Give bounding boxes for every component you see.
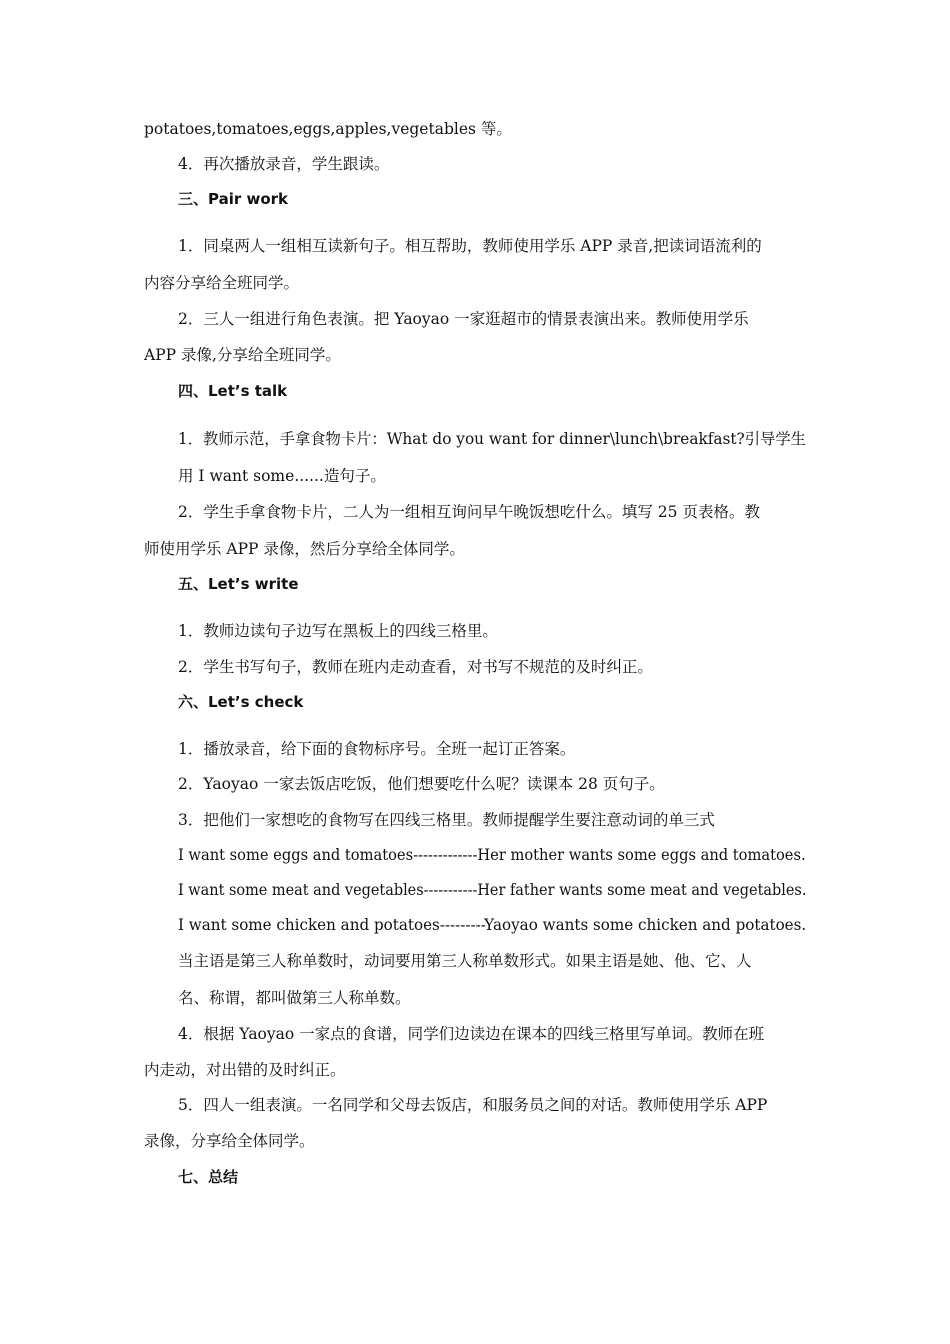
paragraph-line: 4．再次播放录音，学生跟读。 [178, 155, 390, 173]
example-sentence-line: I want some chicken and potatoes---------Yaoyao wants some chicken and potatoes. [178, 916, 807, 934]
paragraph-line: 1．教师示范，手拿食物卡片：What do you want for dinner\lunch\breakfast?引导学生 [178, 430, 806, 448]
paragraph-line: 内容分享给全班同学。 [144, 274, 300, 292]
paragraph-line: 1．播放录音，给下面的食物标序号。全班一起订正答案。 [178, 740, 576, 758]
section-heading-summary: 七、总结 [178, 1168, 239, 1186]
paragraph-line: 1．教师边读句子边写在黑板上的四线三格里。 [178, 622, 498, 640]
paragraph-line: 3．把他们一家想吃的食物写在四线三格里。教师提醒学生要注意动词的单三式 [178, 811, 715, 829]
paragraph-line: 师使用学乐 APP 录像，然后分享给全体同学。 [144, 540, 465, 558]
paragraph-line: 2．Yaoyao 一家去饭店吃饭，他们想要吃什么呢？读课本 28 页句子。 [178, 775, 665, 793]
paragraph-line: 内走动，对出错的及时纠正。 [144, 1061, 346, 1079]
example-sentence-line: I want some eggs and tomatoes-------------Her mother wants some eggs and tomatoes. [178, 846, 806, 864]
paragraph-line: 录像，分享给全体同学。 [144, 1132, 315, 1150]
paragraph-line: 用 I want some......造句子。 [178, 467, 386, 485]
paragraph-line: 2．学生书写句子，教师在班内走动查看，对书写不规范的及时纠正。 [178, 658, 653, 676]
paragraph-line: potatoes,tomatoes,eggs,apples,vegetables 等。 [144, 120, 512, 138]
paragraph-line: 名、称谓，都叫做第三人称单数。 [178, 989, 411, 1007]
section-heading-lets-write: 五、Let’s write [178, 575, 299, 593]
section-heading-lets-talk: 四、Let’s talk [178, 382, 288, 400]
section-heading-lets-check: 六、Let’s check [178, 693, 304, 711]
paragraph-line: 2．三人一组进行角色表演。把 Yaoyao 一家逛超市的情景表演出来。教师使用学乐 [178, 310, 749, 328]
paragraph-line: APP 录像,分享给全班同学。 [144, 346, 341, 364]
paragraph-line: 1．同桌两人一组相互读新句子。相互帮助，教师使用学乐 APP 录音,把读词语流利的 [178, 237, 762, 255]
paragraph-line: 当主语是第三人称单数时，动词要用第三人称单数形式。如果主语是她、他、它、人 [178, 952, 752, 970]
section-heading-pair-work: 三、Pair work [178, 190, 289, 208]
paragraph-line: 4．根据 Yaoyao 一家点的食谱，同学们边读边在课本的四线三格里写单词。教师在班 [178, 1025, 765, 1043]
paragraph-line: 2．学生手拿食物卡片，二人为一组相互询问早午晚饭想吃什么。填写 25 页表格。教 [178, 503, 760, 521]
example-sentence-line: I want some meat and vegetables-----------Her father wants some meat and vegetables. [178, 881, 807, 899]
paragraph-line: 5．四人一组表演。一名同学和父母去饭店，和服务员之间的对话。教师使用学乐 APP [178, 1096, 768, 1114]
